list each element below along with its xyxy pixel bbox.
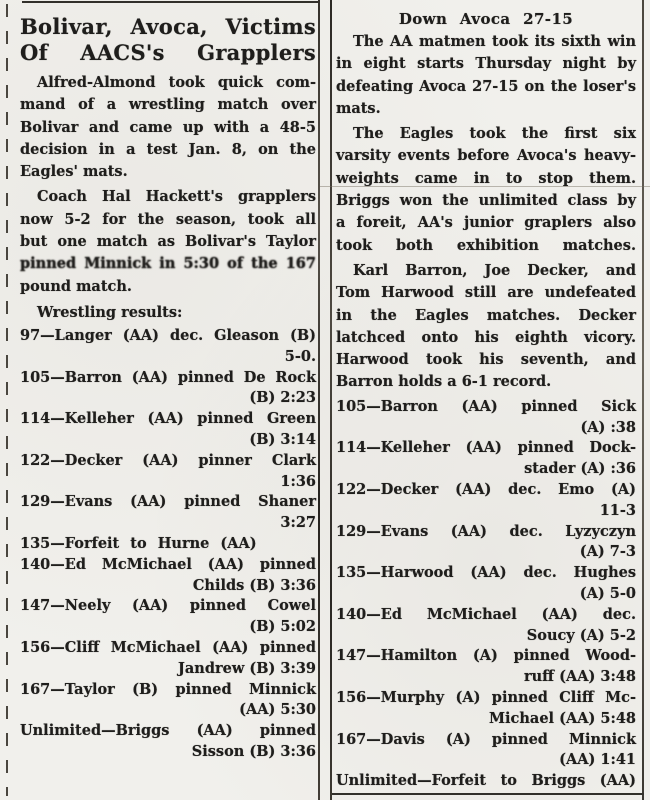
paragraph-line: now 5-2 for the season, took all	[20, 210, 316, 228]
paragraph	[20, 72, 316, 183]
result-line-main: 135—Forfeit to Hurne (AA)	[20, 534, 257, 552]
result-line-main: 122—Decker (AA) pinner Clark	[20, 451, 316, 469]
result-line-main: 156—Murphy (A) pinned Cliff Mc-	[336, 688, 636, 706]
paragraph-line: in the Eagles matches. Decker	[336, 306, 636, 324]
result-line-tail: (A) :38	[580, 418, 636, 436]
result-row	[336, 771, 636, 792]
result-line-tail: Soucy (A) 5-2	[526, 626, 636, 644]
result-line-main: 147—Neely (AA) pinned Cowel	[20, 597, 316, 615]
paragraph-line: Tom Harwood still are undefeated	[336, 284, 636, 302]
paragraph-line: a foreit, AA's junior graplers also	[336, 214, 636, 232]
result-line-main: 140—Ed McMichael (AA) pinned	[20, 555, 316, 573]
result-row	[336, 563, 636, 605]
paragraph-line: varsity events before Avoca's heavy-	[336, 147, 636, 165]
result-line-main: Unlimited—Briggs (AA) pinned	[20, 722, 316, 740]
result-row	[336, 438, 636, 480]
headline-line: Of AACS's Grapplers	[20, 40, 316, 65]
left-margin-dashed-rule	[6, 4, 8, 796]
result-row	[20, 555, 316, 597]
result-line-main: 114—Kelleher (AA) pinned Dock-	[336, 439, 636, 457]
paragraph-line: Briggs won the unlimited class by	[336, 192, 636, 210]
result-line-main: 167—Davis (A) pinned Minnick	[336, 730, 636, 748]
results-label: Wrestling results:	[37, 303, 183, 321]
result-line-main: 167—Taylor (B) pinned Minnick	[20, 680, 316, 698]
paragraph-line: mand of a wrestling match over	[20, 96, 316, 114]
result-row	[336, 397, 636, 439]
result-line-main: 105—Barron (AA) pinned De Rock	[20, 368, 316, 386]
result-line-tail: Sisson (B) 3:36	[191, 742, 316, 760]
result-line-tail: 1:36	[280, 472, 316, 490]
bolivar-results-list	[20, 326, 316, 763]
paragraph-line: The AA matmen took its sixth win	[353, 33, 636, 50]
paragraph	[20, 186, 316, 297]
paragraph	[336, 31, 636, 120]
result-row	[20, 596, 316, 638]
right-column	[336, 8, 636, 792]
result-line-main: 129—Evans (AA) pinned Shaner	[20, 493, 316, 511]
result-line-main: 114—Kelleher (AA) pinned Green	[20, 410, 316, 428]
paragraph-line: Alfred-Almond took quick com-	[37, 74, 316, 91]
result-line-tail: Jandrew (B) 3:39	[178, 659, 316, 677]
result-line-tail: Childs (B) 3:36	[192, 576, 316, 594]
paragraph-line: in eight starts Thursday night by	[336, 55, 636, 73]
subheading: Down Avoca 27-15	[398, 10, 574, 28]
result-line-main: 156—Cliff McMichael (AA) pinned	[20, 638, 316, 656]
result-line-tail: ruff (AA) 3:48	[523, 668, 636, 686]
column-divider-rule-left	[318, 0, 320, 800]
result-line-main: 97—Langer (AA) dec. Gleason (B)	[20, 326, 316, 344]
paragraph-line: Karl Barron, Joe Decker, and	[353, 261, 636, 279]
result-row	[336, 646, 636, 688]
result-row	[20, 638, 316, 680]
paragraph-line: decision in a test Jan. 8, on the	[20, 140, 316, 158]
result-row	[20, 721, 316, 763]
result-line-main: 140—Ed McMichael (AA) dec.	[336, 605, 636, 623]
paragraph-line: pound match.	[20, 277, 132, 295]
paragraph-line: mats.	[336, 99, 381, 117]
result-line-tail: (AA) 1:41	[559, 751, 636, 769]
paragraph-line: defeating Avoca 27-15 on the loser's	[336, 77, 636, 95]
result-row	[20, 409, 316, 451]
paragraph-line: Barron holds a 6-1 record.	[336, 373, 552, 391]
paragraph-line: Harwood took his seventh, and	[336, 351, 636, 369]
result-line-main: 147—Hamilton (A) pinned Wood-	[336, 647, 636, 665]
paragraph-line: Coach Hal Hackett's grapplers	[37, 188, 316, 206]
result-row	[20, 680, 316, 722]
paragraph	[336, 123, 636, 257]
result-line-tail: 3:27	[280, 514, 316, 532]
result-row	[336, 730, 636, 772]
left-column	[20, 14, 316, 763]
top-rule-left-column	[22, 1, 318, 3]
paragraph-line: Eagles' mats.	[20, 163, 128, 181]
result-row	[336, 480, 636, 522]
paragraph-line: weights came in to stop them.	[336, 169, 636, 187]
avoca-results-list	[336, 397, 636, 792]
paragraph	[336, 260, 636, 394]
result-row	[336, 522, 636, 564]
right-column-paragraphs	[336, 31, 636, 394]
result-line-tail: (A) 7-3	[579, 543, 636, 561]
result-line-main: 135—Harwood (AA) dec. Hughes	[336, 564, 636, 582]
result-line-tail: (A) 5-0	[579, 584, 636, 602]
result-line-tail: stader (A) :36	[524, 460, 636, 478]
bottom-rule-right-column	[332, 793, 644, 795]
article-headline	[20, 14, 316, 66]
result-line-tail: (B) 5:02	[249, 618, 316, 636]
result-line-tail: (B) 2:23	[249, 389, 316, 407]
paragraph-line: pinned Minnick in 5:30 of the 167	[20, 255, 316, 273]
result-row	[20, 326, 316, 368]
left-column-paragraphs	[20, 72, 316, 298]
column-divider-rule-right	[330, 0, 332, 800]
result-row	[20, 451, 316, 493]
paragraph-line: took both exhibition matches.	[336, 236, 636, 254]
paragraph-line: but one match as Bolivar's Taylor	[20, 233, 316, 251]
headline-line: Bolivar, Avoca, Victims	[20, 14, 316, 39]
result-line-tail: 11-3	[599, 501, 636, 519]
result-line-tail: (B) 3:14	[249, 430, 316, 448]
result-line-tail: 5-0.	[284, 347, 316, 365]
result-row	[336, 605, 636, 647]
result-line-tail: Michael (AA) 5:48	[489, 709, 636, 727]
result-row	[20, 368, 316, 410]
right-edge-rule	[642, 0, 644, 800]
paragraph-line: The Eagles took the first six	[353, 125, 636, 143]
paragraph-line: latchced onto his eighth vicory.	[336, 328, 636, 346]
result-line-main: 129—Evans (AA) dec. Lyzyczyn	[336, 522, 636, 540]
result-line-tail: (AA) 5:30	[239, 701, 316, 719]
result-line-main: Unlimited—Forfeit to Briggs (AA)	[336, 772, 636, 790]
result-line-main: 122—Decker (AA) dec. Emo (A)	[336, 480, 636, 498]
result-row	[336, 688, 636, 730]
result-row	[20, 534, 316, 555]
result-row	[20, 492, 316, 534]
result-line-main: 105—Barron (AA) pinned Sick	[336, 397, 636, 415]
paragraph-line: Bolivar and came up with a 48-5	[20, 118, 316, 136]
